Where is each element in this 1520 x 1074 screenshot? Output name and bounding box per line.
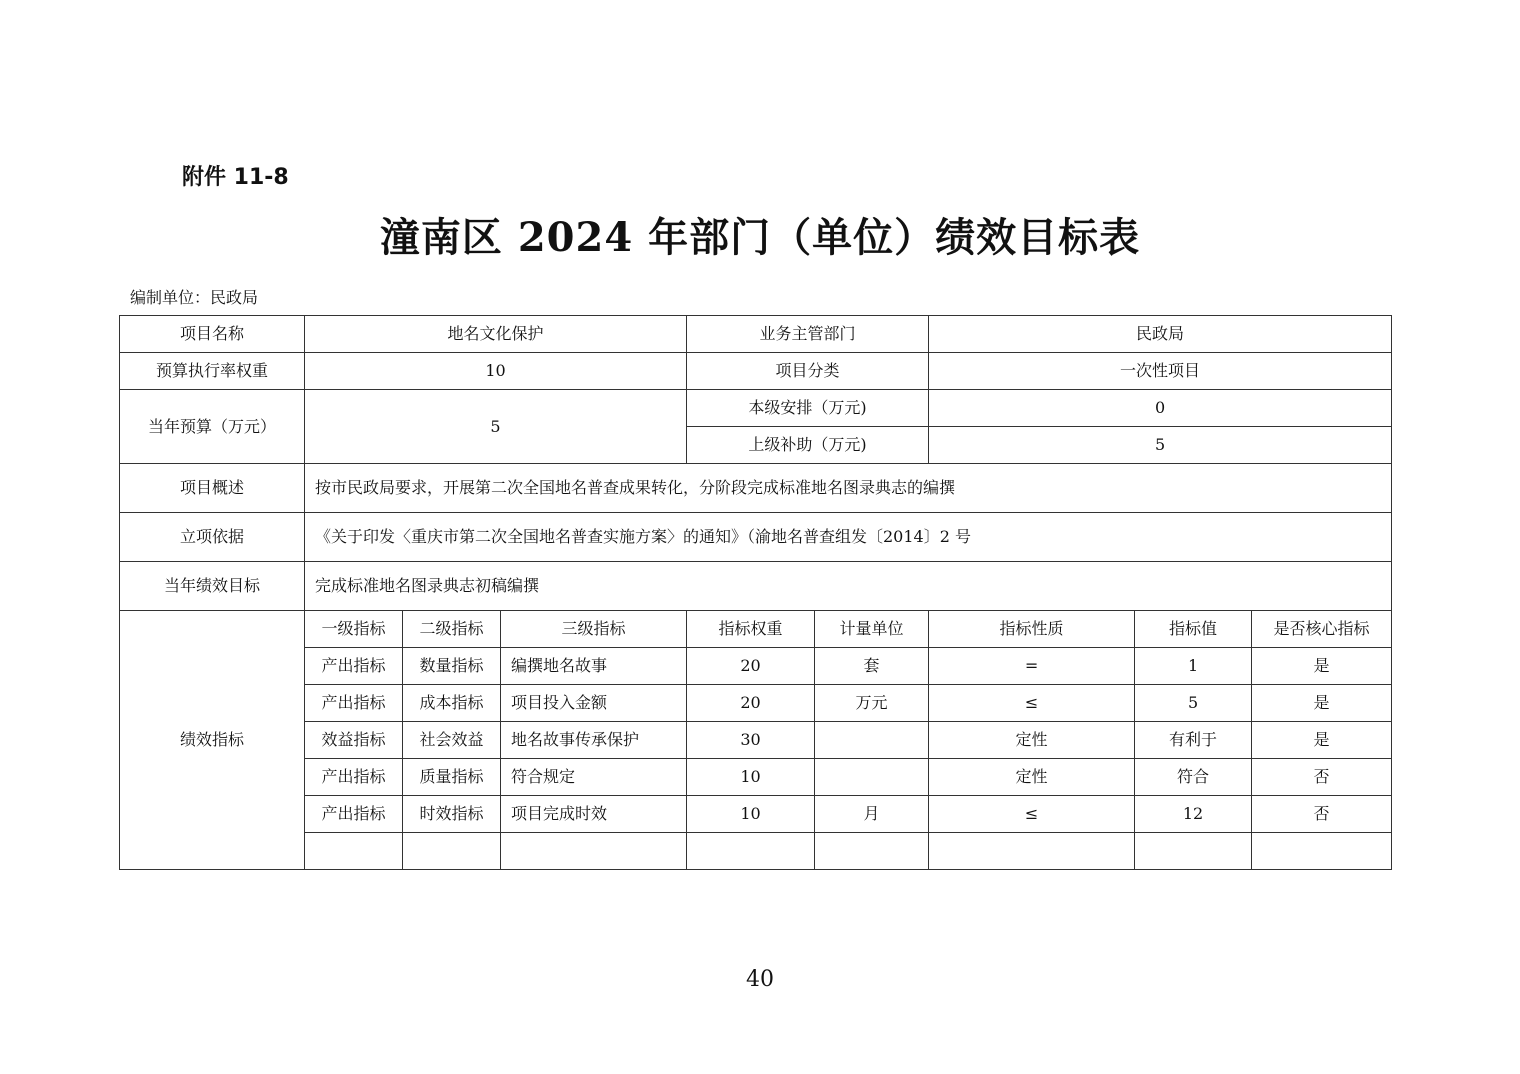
cell-level3: 项目完成时效 — [501, 796, 687, 833]
budget-value: 5 — [305, 390, 687, 464]
cell-weight: 20 — [687, 685, 815, 722]
cell-core: 否 — [1252, 759, 1392, 796]
cell-level3: 地名故事传承保护 — [501, 722, 687, 759]
cell-level2: 时效指标 — [403, 796, 501, 833]
dept-value: 民政局 — [929, 316, 1392, 353]
page-number: 40 — [746, 967, 774, 992]
local-value: 0 — [929, 390, 1392, 427]
compiling-unit: 编制单位：民政局 — [130, 288, 259, 307]
category-label: 项目分类 — [687, 353, 929, 390]
cell-unit — [815, 722, 929, 759]
header-level2: 二级指标 — [403, 611, 501, 648]
budget-label: 当年预算（万元） — [120, 390, 305, 464]
upper-label: 上级补助（万元) — [687, 427, 929, 464]
project-name-label: 项目名称 — [120, 316, 305, 353]
cell-level1: 产出指标 — [305, 685, 403, 722]
cell-level1: 产出指标 — [305, 796, 403, 833]
table-row — [120, 353, 1392, 390]
indicator-row — [120, 759, 1392, 796]
cell-level2: 质量指标 — [403, 759, 501, 796]
cell-value: 符合 — [1135, 759, 1252, 796]
attachment-label: 附件 11-8 — [182, 165, 289, 190]
table-row — [120, 390, 1392, 427]
cell-unit: 月 — [815, 796, 929, 833]
cell-nature: 定性 — [929, 759, 1135, 796]
cell-level3: 编撰地名故事 — [501, 648, 687, 685]
project-name-value: 地名文化保护 — [305, 316, 687, 353]
cell-nature: 定性 — [929, 722, 1135, 759]
summary-label: 项目概述 — [120, 464, 305, 513]
cell-value: 12 — [1135, 796, 1252, 833]
indicator-row — [120, 722, 1392, 759]
cell-level1: 效益指标 — [305, 722, 403, 759]
local-label: 本级安排（万元) — [687, 390, 929, 427]
header-weight: 指标权重 — [687, 611, 815, 648]
header-level3: 三级指标 — [501, 611, 687, 648]
cell-level1: 产出指标 — [305, 648, 403, 685]
cell-core: 是 — [1252, 648, 1392, 685]
header-nature: 指标性质 — [929, 611, 1135, 648]
cell-unit: 套 — [815, 648, 929, 685]
cell-unit — [815, 759, 929, 796]
cell-nature: ≤ — [929, 796, 1135, 833]
rate-weight-value: 10 — [305, 353, 687, 390]
header-unit: 计量单位 — [815, 611, 929, 648]
indicator-header-row — [120, 611, 1392, 648]
dept-label: 业务主管部门 — [687, 316, 929, 353]
cell-level2: 数量指标 — [403, 648, 501, 685]
page-title: 潼南区 2024 年部门（单位）绩效目标表 — [379, 214, 1141, 261]
header-core: 是否核心指标 — [1252, 611, 1392, 648]
cell-nature: = — [929, 648, 1135, 685]
goal-label: 当年绩效目标 — [120, 562, 305, 611]
cell-core: 是 — [1252, 685, 1392, 722]
cell-level3: 符合规定 — [501, 759, 687, 796]
indicator-row-empty — [120, 833, 1392, 870]
cell-value: 1 — [1135, 648, 1252, 685]
table-row — [120, 316, 1392, 353]
header-level1: 一级指标 — [305, 611, 403, 648]
table-row — [120, 562, 1392, 611]
cell-level1: 产出指标 — [305, 759, 403, 796]
rate-weight-label: 预算执行率权重 — [120, 353, 305, 390]
cell-value: 5 — [1135, 685, 1252, 722]
basis-value: 《关于印发〈重庆市第二次全国地名普查实施方案〉的通知》（渝地名普查组发〔2014〕2 号 — [305, 513, 1392, 562]
header-value: 指标值 — [1135, 611, 1252, 648]
goal-value: 完成标准地名图录典志初稿编撰 — [305, 562, 1392, 611]
indicators-label: 绩效指标 — [120, 611, 305, 870]
performance-target-table — [119, 315, 1392, 870]
cell-weight: 10 — [687, 796, 815, 833]
cell-level3: 项目投入金额 — [501, 685, 687, 722]
upper-value: 5 — [929, 427, 1392, 464]
table-row — [120, 464, 1392, 513]
cell-value: 有利于 — [1135, 722, 1252, 759]
indicator-row — [120, 796, 1392, 833]
cell-weight: 10 — [687, 759, 815, 796]
cell-unit: 万元 — [815, 685, 929, 722]
cell-core: 是 — [1252, 722, 1392, 759]
indicator-row — [120, 648, 1392, 685]
cell-level2: 社会效益 — [403, 722, 501, 759]
table-row — [120, 513, 1392, 562]
summary-value: 按市民政局要求，开展第二次全国地名普查成果转化，分阶段完成标准地名图录典志的编撰 — [305, 464, 1392, 513]
indicator-row — [120, 685, 1392, 722]
cell-nature: ≤ — [929, 685, 1135, 722]
cell-core: 否 — [1252, 796, 1392, 833]
basis-label: 立项依据 — [120, 513, 305, 562]
category-value: 一次性项目 — [929, 353, 1392, 390]
cell-weight: 30 — [687, 722, 815, 759]
cell-weight: 20 — [687, 648, 815, 685]
cell-level2: 成本指标 — [403, 685, 501, 722]
